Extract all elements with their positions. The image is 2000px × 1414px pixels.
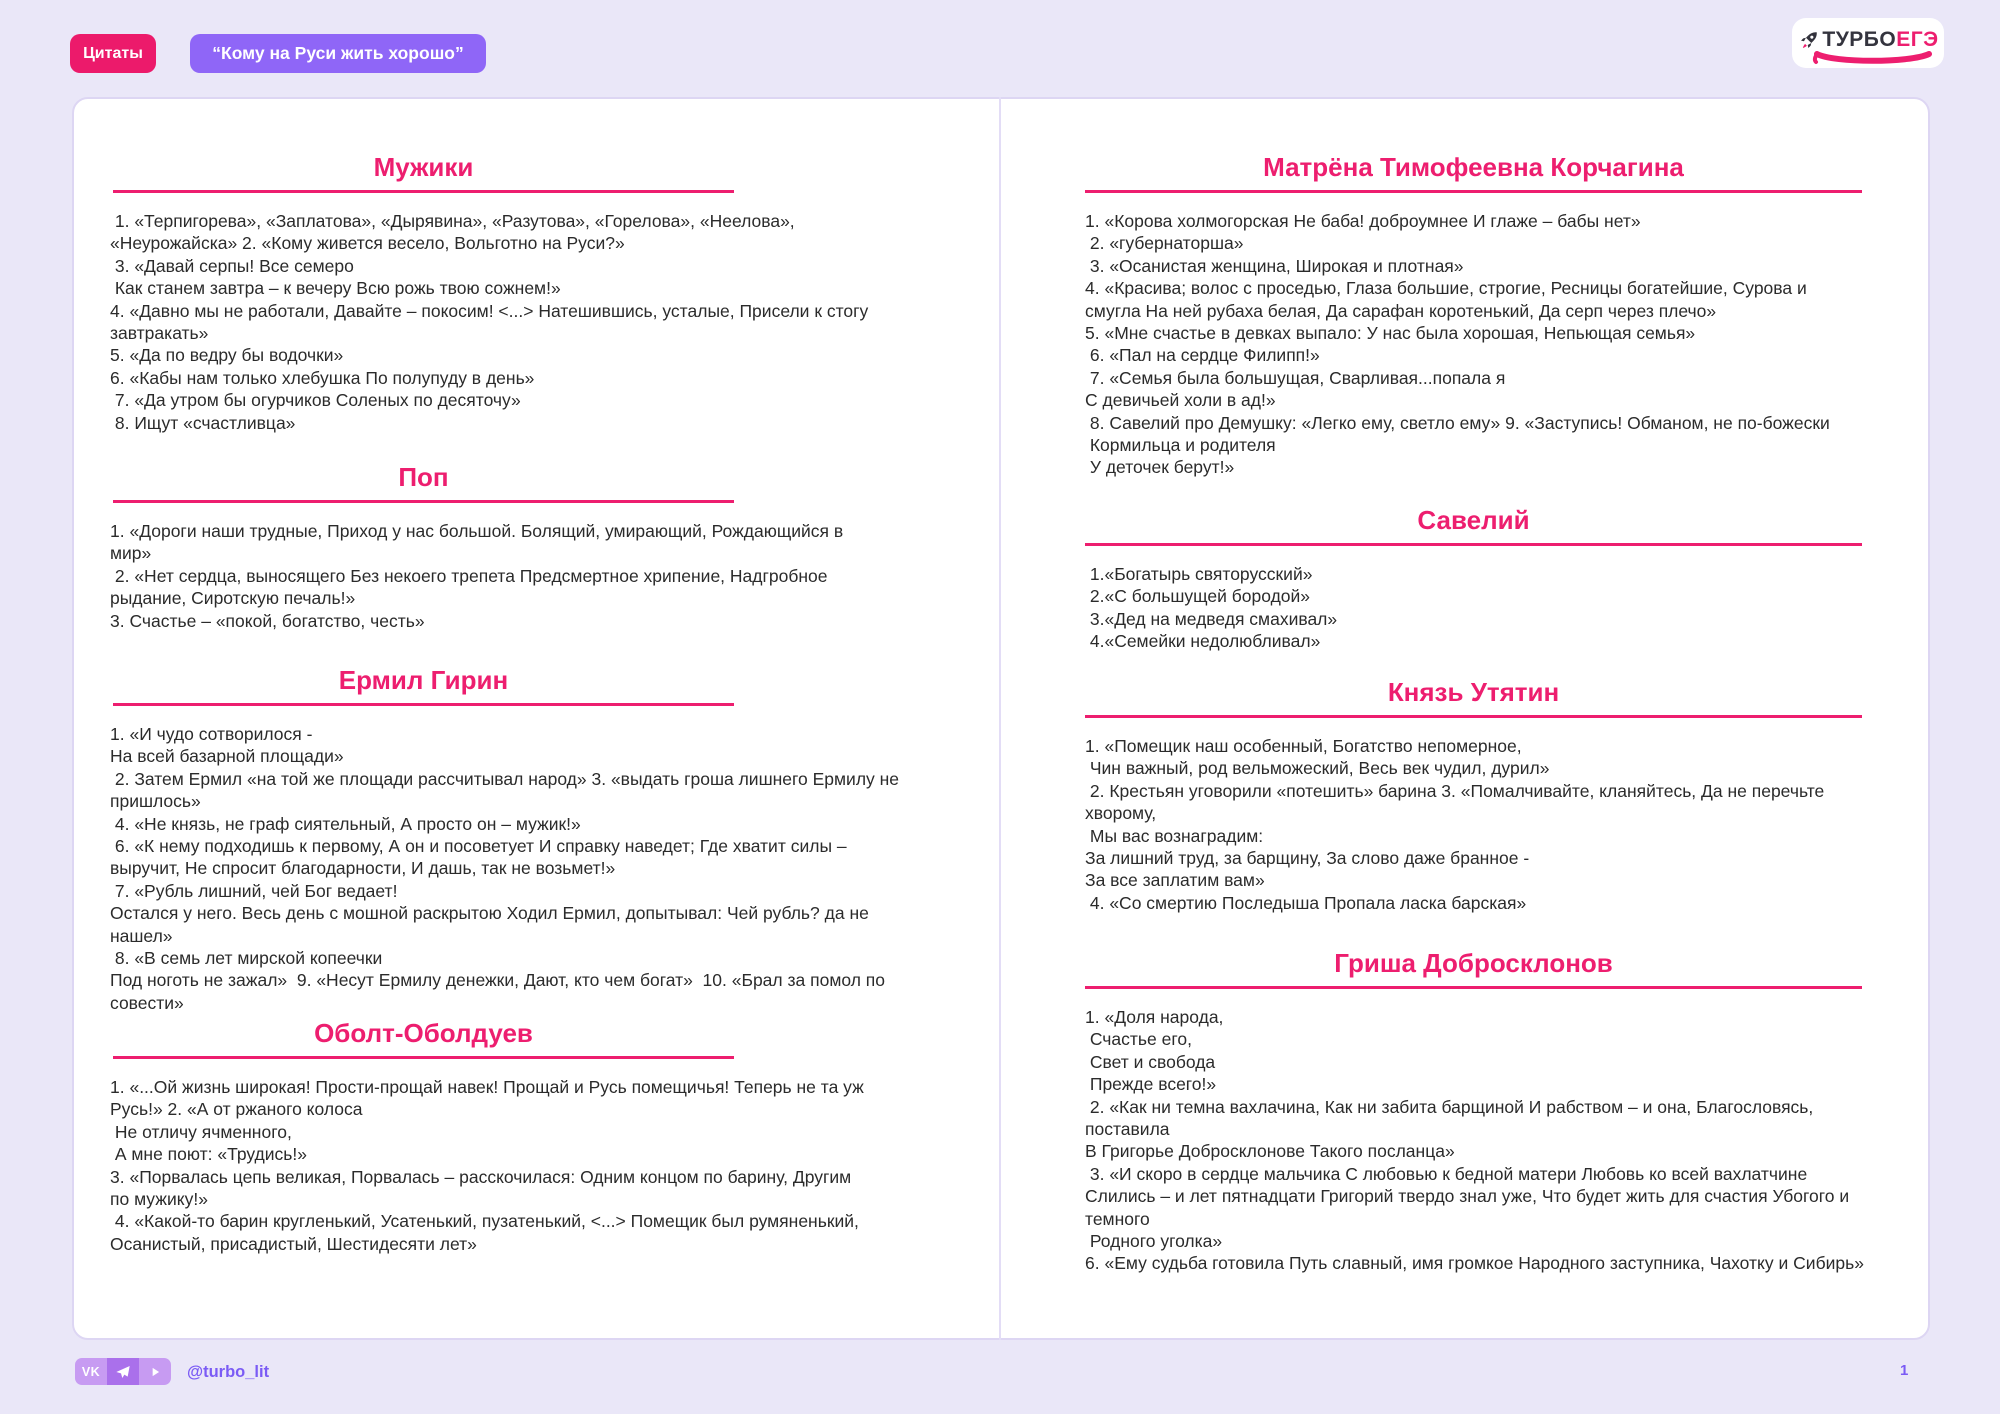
quote-line: Кормильца и родителя [1085, 435, 1276, 456]
section-body [1085, 735, 1862, 914]
section-title: Ермил Гирин [113, 665, 734, 706]
section-muzhiki [110, 152, 868, 434]
quote-line: выручит, Не спросит благодарности, И дашь, так не возьмет!» [110, 858, 616, 879]
quote-line: 3. Счастье – «покой, богатство, честь» [110, 610, 425, 631]
section-body [110, 210, 868, 434]
quote-line: 4. «Не князь, не граф сиятельный, А просто он – мужик!» [110, 813, 581, 834]
telegram-plane-glyph [115, 1364, 131, 1380]
section-title: Гриша Добросклонов [1085, 948, 1862, 989]
quote-line: 4. «Со смертию Последыша Пропала ласка барская» [1085, 892, 1527, 913]
quote-line: хворому, [1085, 803, 1157, 824]
logo-swoosh [1812, 51, 1934, 65]
quote-line: 3.«Дед на медведя смахивал» [1085, 608, 1338, 629]
quote-line: мир» [110, 543, 152, 564]
section-body [110, 520, 843, 632]
quote-line: завтракать» [110, 323, 209, 344]
social-links [75, 1358, 171, 1385]
quote-line: В Григорье Добросклонове Такого посланца» [1085, 1141, 1455, 1162]
quote-line: Осанистый, присадистый, Шестидесяти лет» [110, 1233, 477, 1254]
section-ermil-girin [110, 665, 899, 1014]
section-title: Поп [113, 462, 734, 503]
quote-line: Чин важный, род вельможеский, Весь век чудил, дурил» [1085, 758, 1550, 779]
quote-line: Слились – и лет пятнадцати Григорий твердо знал уже, Что будет жить для счастия Убогого и [1085, 1186, 1850, 1207]
quote-line: Русь!» 2. «А от ржаного колоса [110, 1099, 363, 1120]
quote-line: 4.«Семейки недолюбливал» [1085, 631, 1321, 652]
category-badge-label: Цитаты [83, 44, 143, 62]
play-icon[interactable] [139, 1358, 171, 1385]
quote-line: 1. «Доля народа, [1085, 1007, 1224, 1027]
quote-line: 2.«С большущей бородой» [1085, 586, 1311, 607]
section-body [1085, 1006, 1864, 1275]
quote-line: Родного уголка» [1085, 1231, 1223, 1252]
social-handle[interactable]: @turbo_lit [187, 1363, 270, 1381]
quote-line: пришлось» [110, 791, 201, 812]
quote-line: 2. Затем Ермил «на той же площади рассчитывал народ» 3. «выдать гроша лишнего Ермилу не [110, 768, 900, 789]
quote-line: 2. «Нет сердца, выносящего Без некоего трепета Предсмертное хрипение, Надгробное [110, 565, 828, 586]
section-knyaz-utyatin [1085, 677, 1862, 914]
quote-line: 4. «Красива; волос с проседью, Глаза большие, строгие, Ресницы богатейшие, Сурова и [1085, 278, 1807, 299]
logo-text-turbo: ТУРБО [1822, 28, 1897, 51]
quote-line: смугла На ней рубаха белая, Да сарафан коротенький, Да серп через плечо» [1085, 300, 1717, 321]
quote-line: 1. «Терпигорева», «Заплатова», «Дырявина», «Разутова», «Горелова», «Неелова», [110, 211, 795, 231]
quote-line: 8. Ищут «счастливца» [110, 412, 296, 433]
section-body [110, 1076, 864, 1255]
quote-line: Мы вас вознаградим: [1085, 825, 1264, 846]
quote-line: У деточек берут!» [1085, 457, 1235, 478]
section-grisha-dobrosklonov [1085, 948, 1864, 1275]
quote-line: 3. «И скоро в сердце мальчика С любовью к бедной матери Любовь ко всей вахлатчине [1085, 1163, 1808, 1184]
vk-icon[interactable] [75, 1358, 107, 1385]
quote-line: 3. «Осанистая женщина, Широкая и плотная» [1085, 255, 1464, 276]
column-divider [999, 97, 1001, 1340]
quote-line: 7. «Да утром бы огурчиков Соленых по десяточу» [110, 390, 521, 411]
section-title: Матрёна Тимофеевна Корчагина [1085, 152, 1862, 193]
logo-text [1822, 28, 1938, 52]
page-number: 1 [1900, 1362, 1909, 1379]
quote-line: 4. «Какой-то барин кругленький, Усатенький, пузатенький, <...> Помещик был румяненький, [110, 1211, 859, 1232]
quote-line: За все заплатим вам» [1085, 870, 1265, 891]
quote-line: 6. «Пал на сердце Филипп!» [1085, 345, 1320, 366]
quote-line: 6. «К нему подходишь к первому, А он и посоветует И справку наведет; Где хватит силы – [110, 836, 847, 857]
vk-glyph: VK [81, 1364, 101, 1379]
quote-line: рыдание, Сиротскую печаль!» [110, 588, 356, 609]
category-badge [70, 34, 156, 73]
section-body [1085, 563, 1862, 653]
section-title: Оболт-Оболдуев [113, 1018, 734, 1059]
quote-line: 2. «Как ни темна вахлачина, Как ни забита барщиной И рабством – и она, Благословясь, [1085, 1096, 1814, 1117]
quote-line: 2. «губернаторша» [1085, 233, 1244, 254]
quote-line: 3. «Давай серпы! Все семеро [110, 255, 354, 276]
quote-line: 6. «Кабы нам только хлебушка По полупуду в день» [110, 367, 535, 388]
section-pop [110, 462, 843, 632]
quote-line: по мужику!» [110, 1189, 208, 1210]
quote-line: 7. «Рубль лишний, чей Бог ведает! [110, 880, 398, 901]
quote-line: А мне поют: «Трудись!» [110, 1144, 307, 1165]
quote-line: С девичьей холи в ад!» [1085, 390, 1276, 411]
quote-line: совести» [110, 992, 184, 1013]
quote-line: 1. «И чудо сотворилося - [110, 724, 313, 744]
quote-line: Свет и свобода [1085, 1051, 1216, 1072]
section-obolt-obolduev [110, 1018, 864, 1255]
quote-line: 1. «...Ой жизнь широкая! Прости-прощай навек! Прощай и Русь помещичья! Теперь не та уж [110, 1077, 864, 1097]
quote-line: «Неурожайска» 2. «Кому живется весело, Вольготно на Руси?» [110, 233, 625, 254]
quote-line: Прежде всего!» [1085, 1074, 1217, 1095]
quote-line: Как станем завтра – к вечеру Всю рожь твою сожнем!» [110, 278, 561, 299]
quote-line: темного [1085, 1208, 1150, 1229]
quote-line: Счастье его, [1085, 1029, 1192, 1050]
section-title: Мужики [113, 152, 734, 193]
quote-line: 7. «Семья была большущая, Сварливая...попала я [1085, 367, 1506, 388]
quote-line: 8. «В семь лет мирской копеечки [110, 948, 383, 969]
quote-line: 1. «Корова холмогорская Не баба! доброумнее И глаже – бабы нет» [1085, 211, 1641, 231]
quote-line: За лишний труд, за барщину, За слово даже бранное - [1085, 848, 1530, 869]
quote-line: На всей базарной площади» [110, 746, 344, 767]
section-savely [1085, 505, 1862, 653]
quote-line: 3. «Порвалась цепь великая, Порвалась – расскочилася: Одним концом по барину, Другим [110, 1166, 852, 1187]
rocket-icon [1797, 30, 1819, 52]
quote-line: поставила [1085, 1119, 1170, 1140]
section-body [1085, 210, 1862, 479]
turboege-logo [1792, 18, 1944, 68]
quote-line: Не отличу ячменного, [110, 1121, 292, 1142]
quote-line: 2. Крестьян уговорили «потешить» барина 3. «Помалчивайте, кланяйтесь, Да не перечьте [1085, 780, 1825, 801]
quote-line: 8. Савелий про Демушку: «Легко ему, светло ему» 9. «Заступись! Обманом, не по-божески [1085, 412, 1830, 433]
section-matrena-korchagina [1085, 152, 1862, 479]
quote-line: 6. «Ему судьба готовила Путь славный, имя громкое Народного заступника, Чахотку и Сибирь» [1085, 1253, 1864, 1274]
section-body [110, 723, 899, 1014]
quote-line: Под ноготь не зажал» 9. «Несут Ермилу денежки, Дают, кто чем богат» 10. «Брал за помол по [110, 970, 885, 991]
quote-line: нашел» [110, 925, 173, 946]
logo-text-ege: ЕГЭ [1896, 28, 1939, 51]
section-title: Князь Утятин [1085, 677, 1862, 718]
quote-line: 1.«Богатырь святорусский» [1085, 564, 1313, 584]
quote-line: 4. «Давно мы не работали, Давайте – покосим! <...> Натешившись, усталые, Присели к стогу [110, 300, 869, 321]
quote-line: 5. «Да по ведру бы водочки» [110, 345, 344, 366]
work-title-badge [190, 34, 486, 73]
work-title-label: “Кому на Руси жить хорошо” [212, 43, 464, 63]
play-triangle-glyph [148, 1365, 162, 1379]
quote-line: Остался у него. Весь день с мошной раскрытою Ходил Ермил, допытывал: Чей рубль? да не [110, 903, 869, 924]
section-title: Савелий [1085, 505, 1862, 546]
telegram-icon[interactable] [107, 1358, 139, 1385]
quote-line: 1. «Помещик наш особенный, Богатство непомерное, [1085, 736, 1522, 756]
quote-line: 5. «Мне счастье в девках выпало: У нас была хорошая, Непьющая семья» [1085, 323, 1696, 344]
quote-line: 1. «Дороги наши трудные, Приход у нас большой. Болящий, умирающий, Рождающийся в [110, 521, 844, 541]
